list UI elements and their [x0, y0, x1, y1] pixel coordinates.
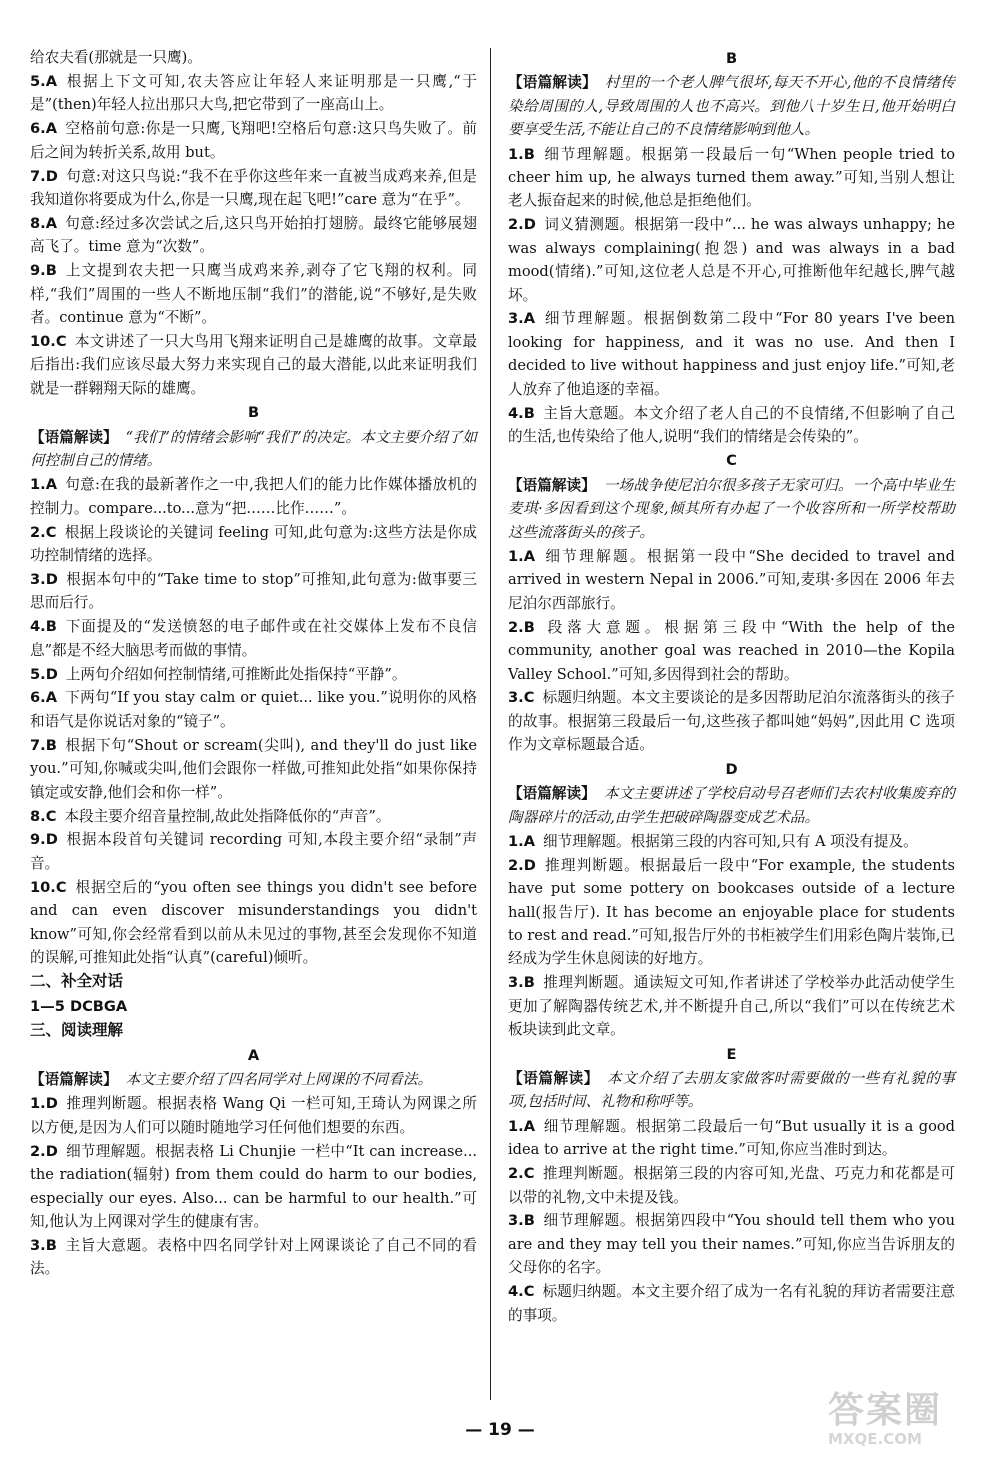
answer-explanation: 根据本句中的“Take time to stop”可推知,此句意为:做事要三思而后行。: [30, 570, 477, 612]
answer-item: [30, 568, 477, 615]
answer-explanation: 上两句介绍如何控制情绪,可推断此处指保持“平静”。: [65, 665, 407, 683]
answer-item: [508, 830, 955, 853]
answer-item: [30, 70, 477, 117]
answer-key: 6.A: [30, 120, 57, 138]
answer-explanation: 主旨大意题。表格中四名同学针对上网课谈论了自己不同的看法。: [30, 1236, 477, 1278]
answer-key: 1.A: [508, 832, 535, 850]
answer-list: 1—5 DCBGA: [30, 997, 128, 1015]
answer-item: [30, 521, 477, 568]
answer-key: 1.D: [30, 1095, 58, 1113]
watermark-logo: [828, 1392, 993, 1456]
answer-explanation: 段落大意题。根据第三段中“With the help of the community, another goal was reached in 2010—the Kopila Valley School.”可知,多因得到社会的帮助。: [508, 618, 955, 683]
answer-explanation: 细节理解题。根据表格 Li Chunjie 一栏中“It can increase... the radiation(辐射) from them could do harm to our bodies, especially our eyes. Also... can be harmful to our health.”可知,他认为上网课对学生的健康有害。: [30, 1142, 477, 1230]
passage-summary-text: 一场战争使尼泊尔很多孩子无家可归。一个高中毕业生麦琪·多因看到这个现象,倾其所有办起了一个收容所和一所学校帮助这些流落街头的孩子。: [508, 476, 955, 541]
answer-item: [508, 616, 955, 686]
watermark-top-text: 答案圈: [828, 1390, 943, 1431]
answer-explanation: 根据本段首句关键词 recording 可知,本段主要介绍“录制”声音。: [30, 831, 477, 872]
passage-summary-label: 【语篇解读】: [508, 1069, 599, 1087]
answer-item: [508, 854, 955, 971]
answer-explanation: 空格前句意:你是一只鹰,飞翔吧!空格后句意:这只鸟失败了。前后之间为转折关系,故用 but。: [30, 120, 477, 161]
right-column: [508, 46, 955, 1327]
continued-text: 给农夫看(那就是一只鹰)。: [30, 49, 202, 66]
answer-explanation: 句意:在我的最新著作之一中,我把人们的能力比作媒体播放机的控制力。compare...to...意为“把……比作……”。: [30, 476, 477, 517]
answer-key: 1.A: [30, 476, 57, 494]
answer-key: 3.D: [30, 570, 58, 588]
answer-key: 1.A: [508, 1117, 535, 1135]
answer-explanation: 标题归纳题。本文主要介绍了成为一名有礼貌的拜访者需要注意的事项。: [508, 1283, 955, 1324]
page-number: — 19 —: [465, 1420, 535, 1440]
answer-key: 7.D: [30, 167, 58, 185]
answer-item: [30, 805, 477, 828]
passage-summary: [508, 782, 955, 829]
answer-key: 3.C: [508, 689, 535, 707]
answer-explanation: 主旨大意题。本文介绍了老人自己的不良情绪,不但影响了自己的生活,也传染给了他人,说明“我们的情绪是会传染的”。: [508, 404, 955, 445]
passage-summary-label: 【语篇解读】: [30, 428, 118, 446]
answer-item: [30, 212, 477, 259]
answer-explanation: 标题归纳题。本文主要谈论的是多因帮助尼泊尔流落街头的孩子的故事。根据第三段最后一句,这些孩子都叫她“妈妈”,因此用 C 选项作为文章标题最合适。: [508, 689, 955, 754]
answer-item: [30, 1092, 477, 1139]
answer-explanation: 词义猜测题。根据第一段中“... he was always unhappy; he was always complaining(抱怨) and was always in a bad mood(情绪).”可知,这位老人总是不开心,可推断他年纪越长,脾气越坏。: [508, 216, 955, 304]
answer-explanation: 推理判断题。根据表格 Wang Qi 一栏可知,王琦认为网课之所以方便,是因为人们可以随时随地学习任何他们想要的东西。: [30, 1095, 477, 1136]
answer-explanation: 推理判断题。根据第三段的内容可知,光盘、巧克力和花都是可以带的礼物,文中未提及钱。: [508, 1165, 955, 1206]
passage-heading: C: [726, 452, 737, 470]
answer-key: 1.A: [508, 548, 535, 566]
section-heading: 三、阅读理解: [30, 1021, 124, 1040]
answer-explanation: 本段主要介绍音量控制,故此处指降低你的“声音”。: [64, 807, 391, 825]
answer-key: 8.C: [30, 807, 57, 825]
answer-item: [30, 1234, 477, 1281]
passage-summary: [508, 1067, 955, 1114]
answer-key: 2.C: [508, 1165, 535, 1183]
answer-key: 9.D: [30, 831, 58, 849]
answer-item: [30, 165, 477, 212]
passage-summary-text: 本文主要介绍了四名同学对上网课的不同看法。: [125, 1070, 433, 1088]
passage-summary-label: 【语篇解读】: [508, 785, 596, 803]
passage-heading: B: [247, 404, 260, 422]
answer-item: [30, 1140, 477, 1234]
passage-heading: D: [725, 760, 738, 778]
answer-key: 2.D: [508, 216, 536, 234]
passage-summary: [30, 1068, 477, 1091]
passage-summary: [30, 426, 477, 473]
answer-key: 3.A: [508, 310, 535, 328]
answer-item: [30, 686, 477, 733]
answer-key: 4.B: [508, 404, 535, 422]
answer-explanation: 细节理解题。根据倒数第二段中“For 80 years I've been looking for happiness, and it was no use. And then I decided to live without happiness and just enjoy life.”可知,老人放弃了他追逐的幸福。: [508, 310, 955, 398]
answer-item: [30, 615, 477, 662]
answer-explanation: 细节理解题。根据第三段的内容可知,只有 A 项没有提及。: [543, 832, 918, 850]
answer-explanation: 细节理解题。根据第一段中“She decided to travel and arrived in western Nepal in 2006.”可知,麦琪·多因在 2006 年去尼泊尔西部旅行。: [508, 548, 955, 612]
passage-summary-label: 【语篇解读】: [508, 74, 597, 92]
answer-item: [30, 330, 477, 400]
answer-key: 2.D: [30, 1142, 58, 1160]
answer-key: 4.B: [30, 618, 57, 636]
answer-explanation: 根据下句“Shout or scream(尖叫), and they'll do just like you.”可知,你喊或尖叫,他们会跟你一样做,可推知此处指“如果你保持镇定或安静,他们会和你一样”。: [30, 736, 477, 801]
answer-item: [30, 734, 477, 804]
answer-item: [508, 1280, 955, 1327]
answer-item: [508, 402, 955, 449]
answer-explanation: 上文提到农夫把一只鹰当成鸡来养,剥夺了它飞翔的权利。同样,“我们”周围的一些人不断地压制“我们”的潜能,说“不够好,是失败者。continue 意为“不断”。: [30, 262, 477, 326]
answer-item: [508, 1162, 955, 1209]
answer-explanation: 根据空后的“you often see things you didn't see before and can even discover misunderstandings you didn't know”可知,你会经常看到以前从未见过的事物,甚至会发现你不知道的误解,可推知此处指“认真”(careful)倾听。: [30, 878, 477, 966]
answer-item: [508, 1209, 955, 1279]
passage-summary-label: 【语篇解读】: [30, 1070, 118, 1088]
answer-key: 3.B: [508, 974, 535, 992]
answer-item: [30, 117, 477, 164]
answer-key: 5.D: [30, 665, 58, 683]
answer-explanation: 本文讲述了一只大鸟用飞翔来证明自己是雄鹰的故事。文章最后指出:我们应该尽最大努力来实现自己的最大潜能,以此来证明我们就是一群翱翔天际的雄鹰。: [30, 332, 477, 397]
passage-summary-text: 本文介绍了去朋友家做客时需要做的一些有礼貌的事项,包括时间、礼物和称呼等。: [508, 1069, 955, 1111]
answer-item: [508, 1115, 955, 1162]
answer-key: 6.A: [30, 689, 57, 707]
left-column: [30, 46, 477, 1281]
answer-explanation: 下面提及的“发送愤怒的电子邮件或在社交媒体上发布不良信息”都是不经大脑思考而做的事情。: [30, 618, 477, 659]
answer-item: [508, 686, 955, 756]
answer-explanation: 下两句“If you stay calm or quiet... like you.”说明你的风格和语气是你说话对象的“镜子”。: [30, 689, 477, 730]
answer-key: 9.B: [30, 262, 57, 280]
answer-item: [508, 307, 955, 401]
answer-explanation: 句意:经过多次尝试之后,这只鸟开始拍打翅膀。最终它能够展翅高飞了。time 意为“次数”。: [30, 214, 477, 256]
answer-item: [30, 663, 477, 686]
answer-key: 7.B: [30, 736, 57, 754]
passage-heading: A: [247, 1046, 260, 1064]
answer-explanation: 句意:对这只鸟说:“我不在乎你这些年来一直被当成鸡来养,但是我知道你将要成为什么,你是一只鹰,现在起飞吧!”care 意为“在乎”。: [30, 167, 477, 208]
answer-key: 2.D: [508, 856, 536, 874]
answer-key: 5.A: [30, 72, 57, 90]
answer-key: 8.A: [30, 214, 57, 232]
answer-item: [30, 259, 477, 329]
answer-key: 2.C: [30, 523, 57, 541]
answer-item: [30, 473, 477, 520]
passage-summary-text: “我们”的情绪会影响“我们”的决定。本文主要介绍了如何控制自己的情绪。: [30, 428, 477, 469]
answer-key: 3.B: [508, 1212, 535, 1230]
answer-explanation: 细节理解题。根据第一段最后一句“When people tried to cheer him up, he always turned them away.”可知,当别人想让老人振奋起来的时候,他总是拒绝他们。: [508, 145, 955, 210]
answer-explanation: 推理判断题。根据最后一段中“For example, the students have put some pottery on bookcases outside of a lecture hall(报告厅). It has become an enjoyable place for students to rest and read.”可知,报告厅外的书柜被学生们用彩色陶片装饰,已经成为学生休息阅读的好地方。: [508, 856, 955, 968]
column-divider: [490, 48, 491, 1400]
answer-item: [30, 828, 477, 875]
answer-key: 10.C: [30, 878, 67, 896]
answer-item: [508, 213, 955, 307]
answer-explanation: 根据上下文可知,农夫答应让年轻人来证明那是一只鹰,“于是”(then)年轻人拉出那只大鸟,把它带到了一座高山上。: [30, 72, 477, 114]
passage-heading: E: [726, 1045, 737, 1063]
watermark-bottom-text: MXQE.COM: [828, 1430, 922, 1448]
answer-item: [508, 545, 955, 615]
passage-heading: B: [725, 50, 738, 67]
passage-summary-label: 【语篇解读】: [508, 476, 596, 494]
answer-key: 10.C: [30, 332, 67, 350]
answer-explanation: 推理判断题。通读短文可知,作者讲述了学校举办此活动使学生更加了解陶器传统艺术,并不断提升自己,所以“我们”可以在传统艺术板块读到此文章。: [508, 974, 955, 1039]
answer-key: 2.B: [508, 618, 535, 636]
answer-item: [30, 876, 477, 970]
passage-summary: [508, 474, 955, 544]
passage-summary-text: 村里的一个老人脾气很坏,每天不开心,他的不良情绪传染给周围的人,导致周围的人也不高兴。到他八十岁生日,他开始明白要享受生活,不能让自己的不良情绪影响到他人。: [508, 74, 955, 139]
passage-summary: [508, 71, 955, 141]
answer-item: [508, 143, 955, 213]
answer-explanation: 根据上段谈论的关键词 feeling 可知,此句意为:这些方法是你成功控制情绪的选择。: [30, 523, 477, 565]
answer-key: 1.B: [508, 145, 535, 163]
answer-explanation: 细节理解题。根据第四段中“You should tell them who you are and they may tell you their names.”可知,你应当告诉朋友的父母你的名字。: [508, 1212, 955, 1277]
answer-key: 3.B: [30, 1236, 57, 1254]
section-heading: 二、补全对话: [30, 972, 124, 991]
passage-summary-text: 本文主要讲述了学校启动号召老师们去农村收集废弃的陶器碎片的活动,由学生把破碎陶器变成艺术品。: [508, 785, 955, 826]
answer-item: [508, 971, 955, 1041]
answer-key: 4.C: [508, 1283, 535, 1301]
answer-explanation: 细节理解题。根据第二段最后一句“But usually it is a good idea to arrive at the right time.”可知,你应当准时到达。: [508, 1117, 955, 1159]
